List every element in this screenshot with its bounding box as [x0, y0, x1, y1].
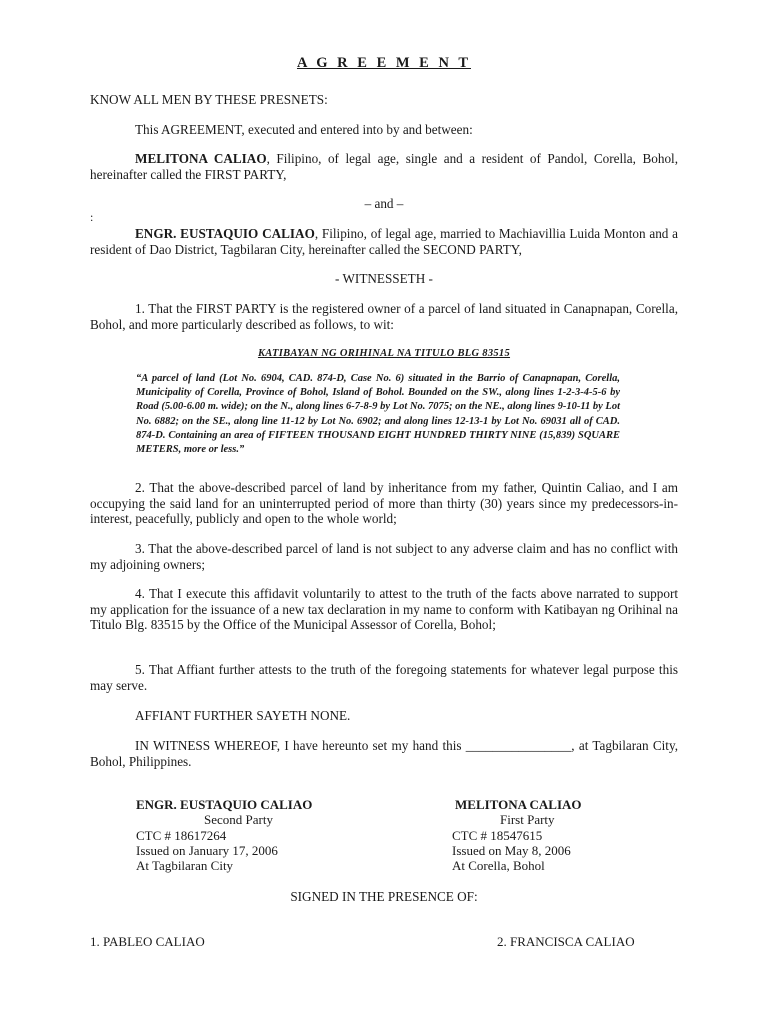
- first-party-paragraph: [90, 151, 678, 182]
- witness-2: 2. FRANCISCA CALIAO: [497, 934, 635, 949]
- witness-clause: IN WITNESS WHEREOF, I have hereunto set my hand this ________________, at Tagbilaran City, Bohol, Philippines.: [90, 738, 678, 769]
- second-party-name: ENGR. EUSTAQUIO CALIAO: [135, 226, 315, 241]
- signatory-first-party: [452, 797, 582, 873]
- certificate-title: KATIBAYAN NG ORIHINAL NA TITULO BLG 83515: [257, 348, 511, 359]
- signatory-ctc: CTC # 18547615: [452, 827, 543, 843]
- signatory-issued: Issued on January 17, 2006: [136, 842, 278, 858]
- land-description: “A parcel of land (Lot No. 6904, CAD. 874-D, Case No. 6) situated in the Barrio of Canapnapan, Corella, Municipality of Corella, Province of Bohol, Island of Bohol. Bounded on the SW., along lines 1-2-3-4-5-6 by Road (5.00-6.00 m. wide); on the N., along lines 6-7-8-9 by Lot No. 7075; on the NE., along lines 9-10-11 by Lot No. 6882; on the SE., along line 11-12 by Lot No. 6902; and along lines 12-13-1 by Lot No. 69031 all of CAD. 874-D. Containing an area of FIFTEEN THOUSAND EIGHT HUNDRED THIRTY NINE (15,839) SQUARE METERS, more or less.”: [136, 373, 620, 456]
- signatory-ctc: CTC # 18617264: [136, 827, 227, 843]
- and-separator: – and –: [364, 196, 404, 211]
- paragraph-5: 5. That Affiant further attests to the truth of the foregoing statements for whatever legal purpose this may serve.: [90, 662, 678, 693]
- signatory-second-party: [136, 797, 312, 873]
- signatory-role: Second Party: [204, 812, 273, 828]
- paragraph-1: 1. That the FIRST PARTY is the registered owner of a parcel of land situated in Canapnapan, Corella, Bohol, and more particularly described as follows, to wit:: [90, 301, 678, 332]
- second-party-paragraph: [90, 226, 678, 257]
- affiant-statement: AFFIANT FURTHER SAYETH NONE.: [135, 708, 351, 723]
- stray-colon: :: [90, 210, 94, 224]
- salutation: KNOW ALL MEN BY THESE PRESNETS:: [90, 92, 328, 107]
- witness-1: 1. PABLEO CALIAO: [90, 934, 205, 949]
- signatory-name: ENGR. EUSTAQUIO CALIAO: [136, 797, 313, 812]
- signatory-name: MELITONA CALIAO: [455, 797, 582, 812]
- first-party-name: MELITONA CALIAO: [135, 151, 267, 166]
- signatory-place: At Corella, Bohol: [452, 858, 545, 874]
- second-party-description: , Filipino, of legal age, married to Machiavillia Luida Monton and a resident of Dao District, Tagbilaran City, hereinafter called the SECOND PARTY,: [90, 226, 678, 257]
- paragraph-4: 4. That I execute this affidavit voluntarily to attest to the truth of the facts above narrated to support my application for the issuance of a new tax declaration in my name to conform with Katibayan ng Orihinal na Titulo Blg. 83515 by the Office of the Municipal Assessor of Corella, Bohol;: [90, 586, 678, 632]
- paragraph-3: 3. That the above-described parcel of land is not subject to any adverse claim and has no conflict with my adjoining owners;: [90, 541, 678, 572]
- signatory-role: First Party: [500, 812, 555, 828]
- signatory-issued: Issued on May 8, 2006: [452, 842, 571, 858]
- document-title: A G R E E M E N T: [296, 55, 471, 71]
- paragraph-2: 2. That the above-described parcel of land by inheritance from my father, Quintin Caliao, and I am occupying the said land for an uninterrupted period of more than thirty (30) years since my predecessors-in-interest, peacefully, publicly and open to the whole world;: [90, 480, 678, 526]
- witnesseth-heading: - WITNESSETH -: [335, 271, 433, 286]
- intro-paragraph: This AGREEMENT, executed and entered into by and between:: [135, 122, 473, 137]
- signatory-place: At Tagbilaran City: [136, 858, 234, 874]
- first-party-description: , Filipino, of legal age, single and a resident of Pandol, Corella, Bohol, hereinafter called the FIRST PARTY,: [90, 151, 679, 182]
- signed-in-presence-heading: SIGNED IN THE PRESENCE OF:: [290, 889, 478, 904]
